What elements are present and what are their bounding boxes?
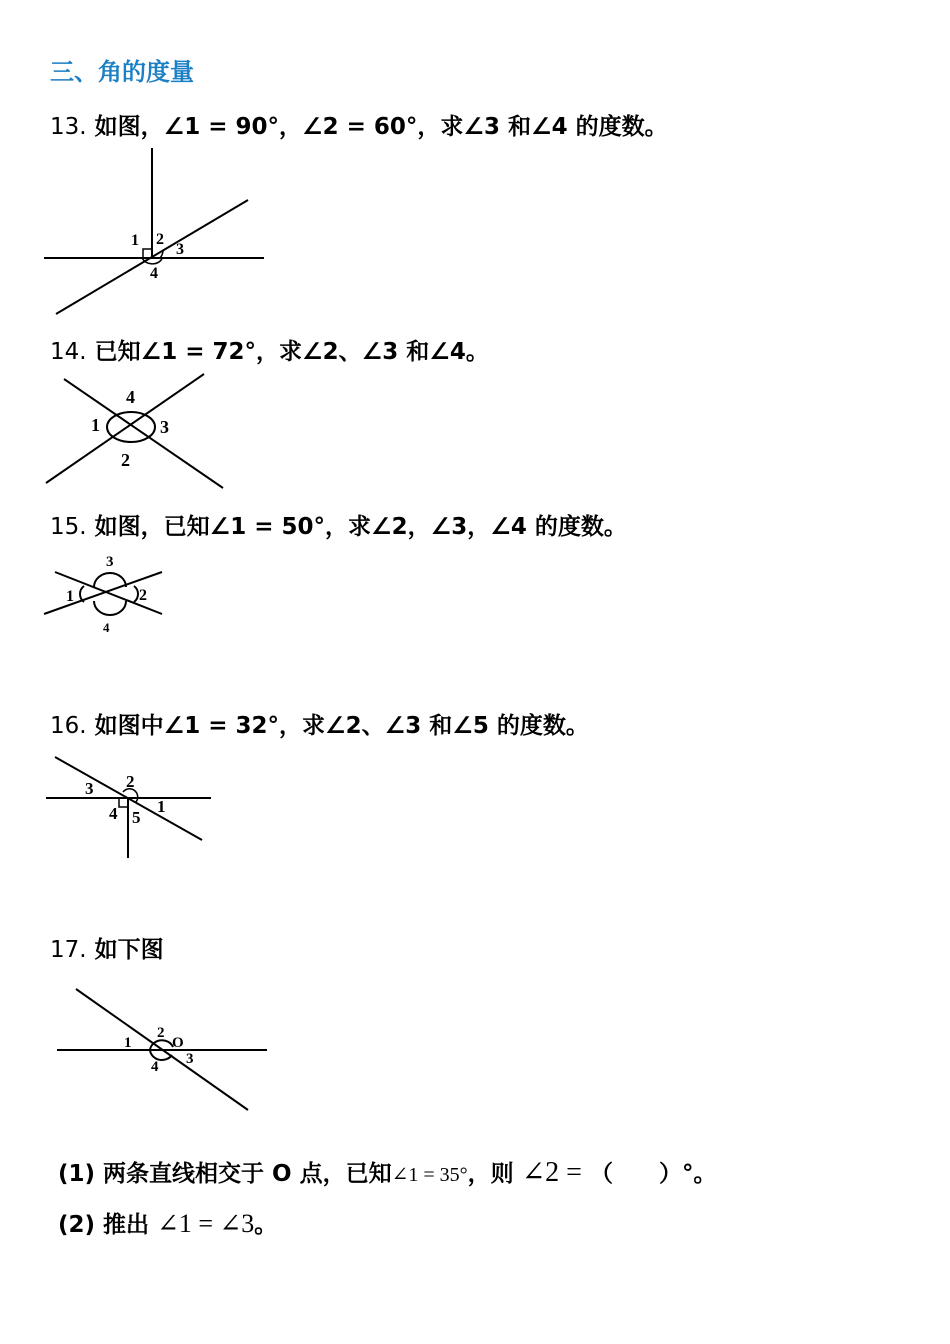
angle-label-5: 5 <box>132 808 141 827</box>
section-title: 三、角的度量 <box>50 58 194 86</box>
part-text: 两条直线相交于 O 点，已知 <box>103 1161 392 1187</box>
part-label: (2) <box>58 1212 96 1238</box>
answer-blank: （ ）°。 <box>589 1161 717 1187</box>
angle-label-4: 4 <box>109 804 118 823</box>
angle-label-1: 1 <box>131 232 139 249</box>
part-math: ∠1 = ∠3 <box>157 1209 255 1238</box>
angle-label-1: 1 <box>124 1035 132 1051</box>
question-text: 如下图 <box>94 937 164 963</box>
question-number: 15. <box>50 514 87 540</box>
angle-label-2: 2 <box>126 772 135 791</box>
point-label-o: O <box>172 1035 184 1051</box>
angle-label-1: 1 <box>66 588 74 605</box>
question-number: 13. <box>50 114 87 140</box>
question-17-part-2 <box>58 1206 277 1239</box>
angle-label-1: 1 <box>91 415 100 435</box>
angle-label-2: 2 <box>121 450 130 470</box>
angle-label-3: 3 <box>85 779 94 798</box>
part-text: ，则 <box>467 1161 514 1187</box>
part-text: 推出 <box>103 1212 150 1238</box>
question-17-part-1 <box>58 1155 716 1189</box>
part-text: 。 <box>254 1212 278 1238</box>
question-text: 如图，∠1 = 90°，∠2 = 60°，求∠3 和∠4 的度数。 <box>94 114 668 140</box>
angle-label-4: 4 <box>151 1059 159 1075</box>
part-math: ∠2 = <box>521 1157 582 1188</box>
angle-label-3: 3 <box>160 417 169 437</box>
question-number: 16. <box>50 713 87 739</box>
question-text: 已知∠1 = 72°，求∠2、∠3 和∠4。 <box>94 339 489 365</box>
question-number: 17. <box>50 937 87 963</box>
angle-label-2: 2 <box>139 587 147 604</box>
part-math: ∠1 = 35° <box>391 1164 468 1186</box>
angle-label-3: 3 <box>176 241 184 258</box>
question-text: 如图，已知∠1 = 50°，求∠2，∠3，∠4 的度数。 <box>94 514 627 540</box>
angle-label-3: 3 <box>106 554 114 570</box>
question-text: 如图中∠1 = 32°，求∠2、∠3 和∠5 的度数。 <box>94 713 589 739</box>
angle-label-3: 3 <box>186 1051 194 1067</box>
angle-label-1: 1 <box>157 797 166 816</box>
angle-label-4: 4 <box>150 265 158 282</box>
angle-label-2: 2 <box>157 1025 165 1041</box>
question-number: 14. <box>50 339 87 365</box>
angle-label-4: 4 <box>103 620 110 635</box>
part-label: (1) <box>58 1161 96 1187</box>
angle-label-2: 2 <box>156 231 164 248</box>
angle-label-4: 4 <box>126 387 135 407</box>
